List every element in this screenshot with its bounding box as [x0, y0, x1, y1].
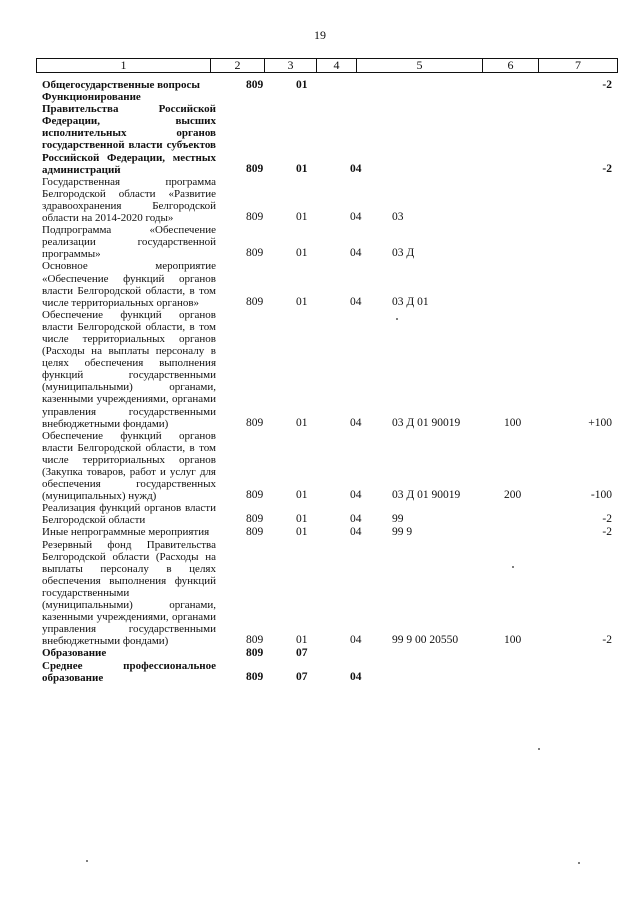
cell-4: 04	[350, 634, 362, 647]
cell-4: 04	[350, 162, 362, 175]
cell-3: 01	[296, 79, 308, 91]
table-row	[36, 79, 618, 91]
cell-7: -2	[602, 162, 612, 175]
cell-5: 03 Д	[392, 247, 415, 260]
column-header-6: 6	[483, 59, 539, 72]
row-description: Образование	[42, 647, 107, 660]
column-header-7: 7	[575, 58, 581, 72]
page-number: 19	[314, 28, 326, 42]
row-description: Иные непрограммные мероприятия	[42, 526, 210, 539]
cell-3: 01	[296, 247, 308, 260]
cell-3: 01	[296, 489, 308, 502]
cell-7: -2	[602, 525, 612, 538]
cell-2: 809	[246, 634, 264, 647]
table-row	[36, 647, 618, 659]
cell-2: 809	[246, 295, 264, 308]
cell-3: 01	[296, 162, 308, 175]
cell-2: 809	[246, 670, 264, 683]
table-row	[36, 260, 618, 308]
row-description: Основное мероприятие «Обеспечение функций органов власти Белгородской области, в том числе территориальных органов»	[42, 260, 216, 309]
budget-table-body	[36, 79, 618, 684]
cell-2: 809	[246, 416, 264, 429]
cell-5: 03 Д 01	[392, 295, 429, 308]
column-header-2: 2	[211, 59, 265, 72]
cell-2: 809	[246, 162, 264, 175]
scan-speck	[512, 566, 514, 568]
cell-6: 100	[504, 634, 522, 647]
cell-5: 99	[392, 513, 404, 526]
cell-5: 03 Д 01 90019	[392, 416, 461, 429]
column-header-4: 4	[317, 59, 357, 72]
row-description: Государственная программа Белгородской области «Развитие здравоохранения Белгородской области на 2014-2020 годы»	[42, 175, 216, 225]
cell-4: 04	[350, 295, 362, 308]
cell-7: +100	[588, 416, 612, 429]
cell-6: 100	[504, 416, 522, 429]
table-header	[36, 58, 618, 73]
cell-2: 809	[246, 79, 264, 91]
table-row	[36, 176, 618, 224]
column-header-3: 3	[265, 59, 317, 72]
row-description: Функционирование Правительства Российской Федерации, высших исполнительных органов государственной власти субъектов Российской Федерации, местных администраций	[42, 91, 216, 176]
cell-5: 03	[392, 211, 404, 224]
row-description: Резервный фонд Правительства Белгородской области (Расходы на выплаты персоналу в целях обеспечения выполнения функций государственными (муниципальными) органами, казенными учреждениями, органами управления государственными внебюджетными фондами)	[42, 538, 216, 648]
cell-3: 07	[296, 646, 308, 659]
table-row	[36, 660, 618, 684]
cell-2: 809	[246, 211, 264, 224]
row-description: Реализация функций органов власти Белгородской области	[42, 502, 216, 527]
cell-2: 809	[246, 513, 264, 526]
cell-5: 99 9 00 20550	[392, 634, 459, 647]
cell-6: 200	[504, 489, 522, 502]
cell-3: 01	[296, 525, 308, 538]
scan-speck	[538, 748, 540, 750]
cell-3: 01	[296, 513, 308, 526]
table-row	[36, 91, 618, 176]
table-row	[36, 224, 618, 260]
cell-4: 04	[350, 416, 362, 429]
cell-3: 01	[296, 634, 308, 647]
table-row	[36, 539, 618, 648]
scan-speck	[86, 860, 88, 862]
cell-3: 07	[296, 670, 308, 683]
cell-3: 01	[296, 295, 308, 308]
cell-4: 04	[350, 211, 362, 224]
cell-2: 809	[246, 489, 264, 502]
cell-7: -2	[602, 634, 612, 647]
row-description: Среднее профессиональное образование	[42, 659, 216, 684]
cell-2: 809	[246, 525, 264, 538]
cell-4: 04	[350, 525, 362, 538]
table-row	[36, 430, 618, 503]
cell-5: 99 9	[392, 525, 413, 538]
cell-7: -2	[602, 79, 612, 91]
row-description: Подпрограмма «Обеспечение реализации государственной программы»	[42, 224, 216, 261]
scan-speck	[396, 318, 398, 320]
row-description: Обеспечение функций органов власти Белгородской области, в том числе территориальных органов (Расходы на выплаты персоналу в целях обеспечения выполнения функций государственными (муниципальными) органами, казенными учреждениями, органами управления государственными внебюджетными фондами)	[42, 308, 216, 430]
cell-3: 01	[296, 416, 308, 429]
table-row	[36, 526, 618, 538]
cell-5: 03 Д 01 90019	[392, 489, 461, 502]
cell-4: 04	[350, 670, 362, 683]
row-description: Общегосударственные вопросы	[42, 79, 200, 91]
cell-4: 04	[350, 489, 362, 502]
cell-4: 04	[350, 513, 362, 526]
scan-speck	[578, 862, 580, 864]
cell-3: 01	[296, 211, 308, 224]
cell-2: 809	[246, 646, 264, 659]
row-description: Обеспечение функций органов власти Белгородской области, в том числе территориальных органов (Закупка товаров, работ и услуг для обеспечения государственных (муниципальных) нужд)	[42, 429, 216, 503]
table-row	[36, 309, 618, 430]
column-header-5: 5	[357, 59, 483, 72]
cell-7: -100	[590, 489, 612, 502]
cell-4: 04	[350, 247, 362, 260]
column-header-1: 1	[37, 59, 211, 72]
table-row	[36, 502, 618, 526]
cell-7: -2	[602, 513, 612, 526]
cell-2: 809	[246, 247, 264, 260]
